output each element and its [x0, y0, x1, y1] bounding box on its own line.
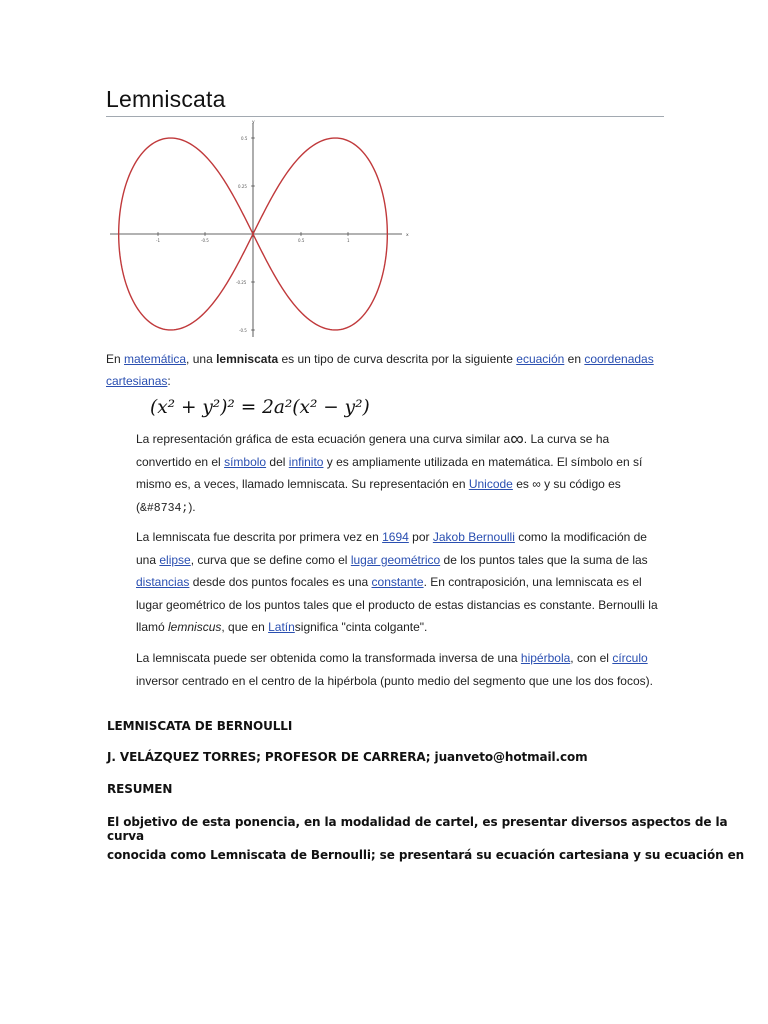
x-tick-label: -1: [156, 238, 160, 243]
x-tick-label: 1: [347, 238, 350, 243]
page-title: Lemniscata: [106, 86, 226, 112]
link-simbolo[interactable]: símbolo: [224, 454, 267, 469]
y-tick-label: 0.25: [238, 184, 247, 189]
link-distancias[interactable]: distancias: [136, 575, 190, 589]
x-axis-label: x: [406, 233, 409, 238]
infinity-symbol-icon: ∞: [510, 429, 524, 450]
y-tick-label: -0.25: [236, 280, 247, 285]
doc-body-line: El objetivo de esta ponencia, en la modalidad de cartel, es presentar diversos aspectos de la curva: [107, 815, 728, 843]
doc-author: J. VELÁZQUEZ TORRES; PROFESOR DE CARRERA; juanveto@hotmail.com: [107, 750, 588, 764]
paragraph-inversa: La lemniscata puede ser obtenida como la transformada inversa de una hipérbola, con el círculo inversor centrado en el centro de la hipérbola (punto medio del segmento que une los dos focos).: [136, 651, 653, 688]
lemniscate-figure: [106, 117, 412, 339]
link-infinito[interactable]: infinito: [288, 454, 324, 469]
link-matematica[interactable]: matemática: [124, 352, 187, 366]
x-tick-label: -0.5: [201, 238, 209, 243]
doc-heading: LEMNISCATA DE BERNOULLI: [107, 719, 293, 733]
equation-text: (x² + y²)² = 2a²(x² − y²): [150, 397, 370, 418]
link-hiperbola[interactable]: hipérbola: [520, 651, 571, 665]
link-jakob-bernoulli[interactable]: Jakob Bernoulli: [432, 530, 515, 544]
link-lugar-geometrico[interactable]: lugar geométrico: [350, 552, 441, 567]
link-coordenadas-cartesianas[interactable]: coordenadas cartesianas: [106, 352, 654, 388]
doc-resumen-heading: RESUMEN: [107, 782, 173, 796]
link-latin[interactable]: Latín: [268, 620, 295, 634]
lemniscate-equation: [150, 393, 380, 423]
link-unicode[interactable]: Unicode: [468, 477, 513, 491]
y-tick-label: 0.5: [241, 136, 248, 141]
unicode-code: &#8734;: [140, 501, 189, 515]
link-constante[interactable]: constante: [371, 575, 424, 589]
link-elipse[interactable]: elipse: [159, 552, 191, 567]
term-lemniscus: lemniscus: [168, 620, 222, 634]
x-tick-label: 0.5: [298, 238, 305, 243]
doc-body-line: conocida como Lemniscata de Bernoulli; se presentará su ecuación cartesiana y su ecuación en: [107, 848, 745, 862]
link-circulo[interactable]: círculo: [612, 651, 648, 665]
intro-paragraph: En matemática, una lemniscata es un tipo de curva descrita por la siguiente ecuación en coordenadas cartesianas:: [106, 352, 654, 388]
paragraph-historia: La lemniscata fue descrita por primera vez en 1694 por Jakob Bernoulli como la modificación de una elipse, curva que se define como el lugar geométrico de los puntos tales que la suma de las distancias desde dos puntos focales es una constante. En contraposición, una lemniscata es el lugar geométrico de los puntos tales que el producto de estas distancias es constante. Bernoulli la llamó lemniscus, que en Latínsignifica "cinta colgante".: [136, 530, 658, 634]
term-lemniscata: lemniscata: [216, 352, 279, 366]
y-tick-label: -0.5: [239, 328, 247, 333]
link-ecuacion[interactable]: ecuación: [516, 352, 565, 366]
link-1694[interactable]: 1694: [382, 530, 409, 544]
paragraph-representacion: La representación gráfica de esta ecuación genera una curva similar a∞. La curva se ha convertido en el símbolo del infinito y es ampliamente utilizada en matemática. El símbolo en sí mismo es, a veces, llamado lemniscata. Su representación en Unicode es ∞ y su código es (&#8734;).: [136, 429, 643, 515]
y-axis-label: y: [252, 120, 255, 125]
